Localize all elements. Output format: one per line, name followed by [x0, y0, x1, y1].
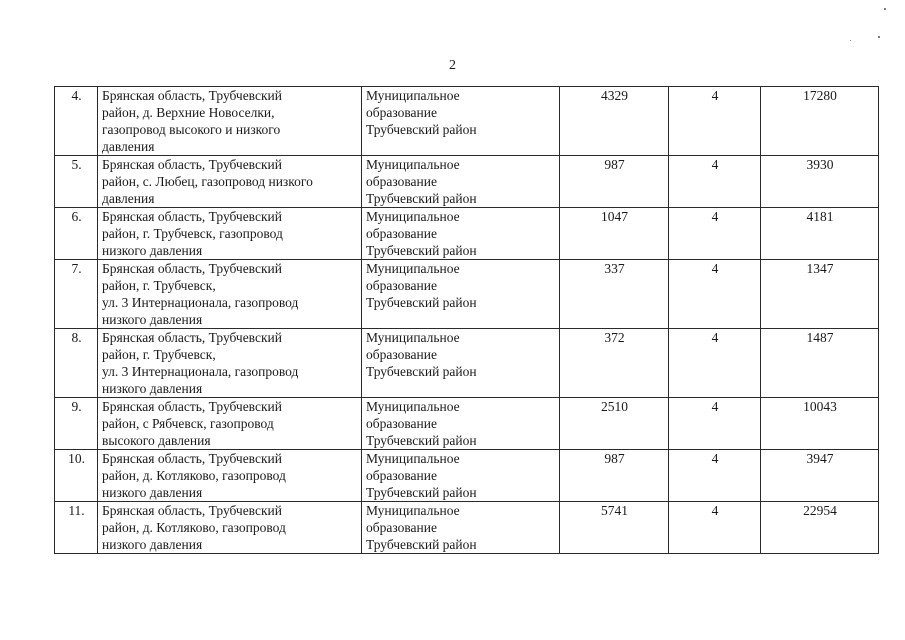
- table-row: [55, 208, 879, 260]
- address-line: Брянская область, Трубчевский: [102, 261, 282, 276]
- address-line: низкого давления: [102, 485, 203, 500]
- owner-line: образование: [366, 468, 437, 483]
- owner-line: Муниципальное: [366, 261, 460, 276]
- owner-line: Муниципальное: [366, 157, 460, 172]
- address-line: район, г. Трубчевск,: [102, 347, 216, 362]
- table-row: [55, 87, 879, 156]
- row-number: 6.: [55, 208, 98, 260]
- table-row: [55, 260, 879, 329]
- address-cell: [98, 260, 362, 329]
- row-number: 7.: [55, 260, 98, 329]
- value-cell-c: 4181: [761, 208, 879, 260]
- value-cell-a: 987: [560, 156, 669, 208]
- row-number: 10.: [55, 450, 98, 502]
- owner-line: Муниципальное: [366, 451, 460, 466]
- value-cell-b: 4: [669, 329, 761, 398]
- address-cell: [98, 398, 362, 450]
- address-line: район, г. Трубчевск, газопровод: [102, 226, 283, 241]
- address-cell: [98, 156, 362, 208]
- owner-line: образование: [366, 105, 437, 120]
- address-line: низкого давления: [102, 312, 203, 327]
- row-number: 8.: [55, 329, 98, 398]
- address-line: высокого давления: [102, 433, 211, 448]
- address-cell: [98, 208, 362, 260]
- scan-speck: [884, 8, 886, 10]
- address-line: Брянская область, Трубчевский: [102, 209, 282, 224]
- value-cell-a: 2510: [560, 398, 669, 450]
- owner-line: Трубчевский район: [366, 191, 477, 206]
- address-line: низкого давления: [102, 243, 203, 258]
- value-cell-b: 4: [669, 450, 761, 502]
- value-cell-b: 4: [669, 502, 761, 554]
- value-cell-b: 4: [669, 87, 761, 156]
- table-row: [55, 156, 879, 208]
- value-cell-a: 372: [560, 329, 669, 398]
- value-cell-a: 337: [560, 260, 669, 329]
- address-line: ул. 3 Интернационала, газопровод: [102, 364, 299, 379]
- owner-cell: [362, 329, 560, 398]
- address-line: низкого давления: [102, 381, 203, 396]
- row-number: 9.: [55, 398, 98, 450]
- value-cell-c: 22954: [761, 502, 879, 554]
- address-line: низкого давления: [102, 537, 203, 552]
- address-line: район, г. Трубчевск,: [102, 278, 216, 293]
- address-line: район, д. Верхние Новоселки,: [102, 105, 275, 120]
- page-number: 2: [449, 58, 456, 73]
- address-line: газопровод высокого и низкого: [102, 122, 281, 137]
- owner-cell: [362, 398, 560, 450]
- address-line: Брянская область, Трубчевский: [102, 88, 282, 103]
- value-cell-c: 1487: [761, 329, 879, 398]
- value-cell-c: 17280: [761, 87, 879, 156]
- owner-cell: [362, 260, 560, 329]
- owner-line: Муниципальное: [366, 330, 460, 345]
- value-cell-c: 10043: [761, 398, 879, 450]
- table-row: [55, 329, 879, 398]
- row-number: 11.: [55, 502, 98, 554]
- owner-line: Муниципальное: [366, 399, 460, 414]
- address-line: Брянская область, Трубчевский: [102, 503, 282, 518]
- address-line: район, д. Котляково, газопровод: [102, 468, 286, 483]
- value-cell-c: 3930: [761, 156, 879, 208]
- value-cell-a: 1047: [560, 208, 669, 260]
- owner-line: Муниципальное: [366, 503, 460, 518]
- address-line: район, д. Котляково, газопровод: [102, 520, 286, 535]
- owner-cell: [362, 87, 560, 156]
- table-row: [55, 450, 879, 502]
- address-line: район, с. Любец, газопровод низкого: [102, 174, 313, 189]
- address-line: ул. 3 Интернационала, газопровод: [102, 295, 299, 310]
- property-table: [54, 86, 879, 554]
- owner-line: образование: [366, 278, 437, 293]
- table-row: [55, 398, 879, 450]
- value-cell-b: 4: [669, 260, 761, 329]
- scan-speck: [878, 36, 880, 38]
- value-cell-a: 4329: [560, 87, 669, 156]
- owner-line: образование: [366, 174, 437, 189]
- value-cell-b: 4: [669, 208, 761, 260]
- address-line: Брянская область, Трубчевский: [102, 330, 282, 345]
- address-cell: [98, 329, 362, 398]
- value-cell-b: 4: [669, 398, 761, 450]
- owner-line: Трубчевский район: [366, 433, 477, 448]
- owner-line: Муниципальное: [366, 88, 460, 103]
- owner-line: образование: [366, 416, 437, 431]
- row-number: 5.: [55, 156, 98, 208]
- address-line: Брянская область, Трубчевский: [102, 399, 282, 414]
- owner-line: Трубчевский район: [366, 537, 477, 552]
- address-line: Брянская область, Трубчевский: [102, 451, 282, 466]
- owner-line: образование: [366, 226, 437, 241]
- address-line: Брянская область, Трубчевский: [102, 157, 282, 172]
- scan-speck: [850, 40, 851, 41]
- owner-cell: [362, 208, 560, 260]
- address-line: давления: [102, 139, 155, 154]
- owner-cell: [362, 156, 560, 208]
- row-number: 4.: [55, 87, 98, 156]
- address-cell: [98, 502, 362, 554]
- owner-line: Муниципальное: [366, 209, 460, 224]
- value-cell-c: 3947: [761, 450, 879, 502]
- owner-cell: [362, 502, 560, 554]
- owner-line: Трубчевский район: [366, 295, 477, 310]
- value-cell-a: 5741: [560, 502, 669, 554]
- value-cell-b: 4: [669, 156, 761, 208]
- value-cell-c: 1347: [761, 260, 879, 329]
- owner-cell: [362, 450, 560, 502]
- owner-line: Трубчевский район: [366, 364, 477, 379]
- value-cell-a: 987: [560, 450, 669, 502]
- table-row: [55, 502, 879, 554]
- address-cell: [98, 87, 362, 156]
- owner-line: Трубчевский район: [366, 485, 477, 500]
- address-line: район, с Рябчевск, газопровод: [102, 416, 274, 431]
- address-cell: [98, 450, 362, 502]
- owner-line: Трубчевский район: [366, 243, 477, 258]
- owner-line: образование: [366, 347, 437, 362]
- owner-line: Трубчевский район: [366, 122, 477, 137]
- address-line: давления: [102, 191, 155, 206]
- owner-line: образование: [366, 520, 437, 535]
